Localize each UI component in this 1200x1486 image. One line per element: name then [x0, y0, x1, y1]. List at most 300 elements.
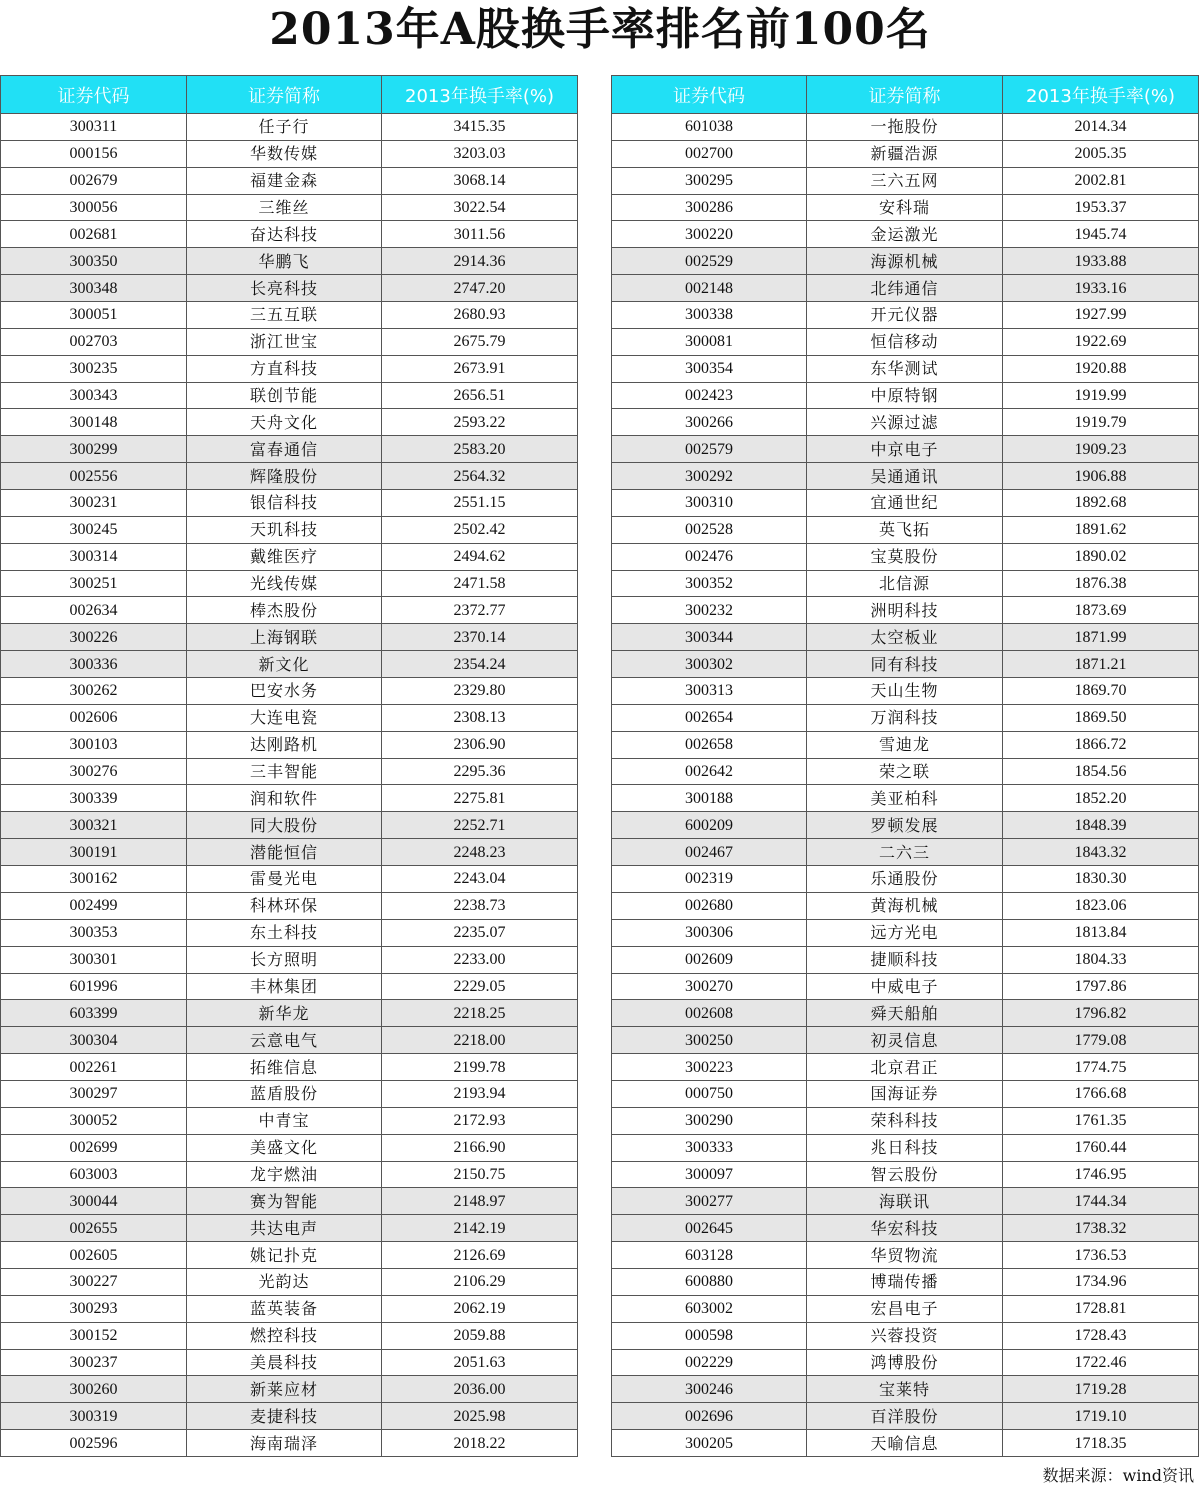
table-row — [1, 678, 578, 705]
turnover-rate-cell: 2233.00 — [382, 946, 578, 973]
turnover-rate-cell: 1871.21 — [1003, 651, 1199, 678]
table-row — [612, 678, 1199, 705]
stock-name-cell: 兴蓉投资 — [807, 1322, 1003, 1349]
table-row — [612, 1134, 1199, 1161]
turnover-rate-cell: 2372.77 — [382, 597, 578, 624]
turnover-rate-cell: 2051.63 — [382, 1349, 578, 1376]
stock-name-cell: 三六五网 — [807, 167, 1003, 194]
table-row — [612, 624, 1199, 651]
stock-name-cell: 中青宝 — [187, 1107, 382, 1134]
stock-name-cell: 美亚柏科 — [807, 785, 1003, 812]
turnover-rate-cell: 1722.46 — [1003, 1349, 1199, 1376]
stock-name-cell: 新华龙 — [187, 1000, 382, 1027]
table-row — [1, 651, 578, 678]
stock-code-cell: 603399 — [1, 1000, 187, 1027]
turnover-rate-cell: 2656.51 — [382, 382, 578, 409]
table-row — [612, 328, 1199, 355]
stock-name-cell: 万润科技 — [807, 704, 1003, 731]
stock-name-cell: 龙宇燃油 — [187, 1161, 382, 1188]
table-row — [1, 543, 578, 570]
table-row — [1, 624, 578, 651]
turnover-rate-cell: 2354.24 — [382, 651, 578, 678]
table-row — [1, 1242, 578, 1269]
table-row — [612, 1161, 1199, 1188]
data-source-note: 数据来源：wind资讯 — [1042, 1466, 1194, 1485]
stock-name-cell: 洲明科技 — [807, 597, 1003, 624]
table-row — [612, 812, 1199, 839]
header-name: 证券简称 — [807, 76, 1003, 114]
stock-code-cell: 300235 — [1, 355, 187, 382]
table-row — [612, 704, 1199, 731]
table-row — [612, 839, 1199, 866]
stock-name-cell: 润和软件 — [187, 785, 382, 812]
stock-name-cell: 长方照明 — [187, 946, 382, 973]
table-row — [612, 866, 1199, 893]
stock-name-cell: 长亮科技 — [187, 275, 382, 302]
stock-code-cell: 300352 — [612, 570, 807, 597]
stock-name-cell: 科林环保 — [187, 892, 382, 919]
stock-code-cell: 002606 — [1, 704, 187, 731]
stock-code-cell: 300152 — [1, 1322, 187, 1349]
turnover-rate-cell: 1736.53 — [1003, 1242, 1199, 1269]
turnover-rate-cell: 1871.99 — [1003, 624, 1199, 651]
table-row — [1, 973, 578, 1000]
stock-code-cell: 300251 — [1, 570, 187, 597]
stock-name-cell: 初灵信息 — [807, 1027, 1003, 1054]
stock-name-cell: 北纬通信 — [807, 275, 1003, 302]
stock-name-cell: 吴通通讯 — [807, 463, 1003, 490]
table-row — [1, 946, 578, 973]
turnover-rate-cell: 1848.39 — [1003, 812, 1199, 839]
stock-name-cell: 华贸物流 — [807, 1242, 1003, 1269]
table-row — [1, 275, 578, 302]
turnover-rate-cell: 1796.82 — [1003, 1000, 1199, 1027]
stock-code-cell: 002476 — [612, 543, 807, 570]
table-row — [1, 812, 578, 839]
stock-name-cell: 天舟文化 — [187, 409, 382, 436]
turnover-rate-cell: 1933.88 — [1003, 248, 1199, 275]
page-title: 2013年A股换手率排名前100名 — [269, 4, 931, 55]
stock-code-cell: 300232 — [612, 597, 807, 624]
turnover-rate-cell: 1774.75 — [1003, 1054, 1199, 1081]
stock-code-cell: 300276 — [1, 758, 187, 785]
table-row — [612, 1242, 1199, 1269]
turnover-rate-cell: 2166.90 — [382, 1134, 578, 1161]
stock-name-cell: 宏昌电子 — [807, 1295, 1003, 1322]
stock-code-cell: 300336 — [1, 651, 187, 678]
stock-name-cell: 赛为智能 — [187, 1188, 382, 1215]
stock-name-cell: 荣之联 — [807, 758, 1003, 785]
turnover-rate-cell: 2002.81 — [1003, 167, 1199, 194]
stock-name-cell: 宝莱特 — [807, 1376, 1003, 1403]
stock-name-cell: 美晨科技 — [187, 1349, 382, 1376]
table-row — [612, 382, 1199, 409]
table-row — [612, 1054, 1199, 1081]
turnover-rate-cell: 1945.74 — [1003, 221, 1199, 248]
turnover-rate-cell: 1922.69 — [1003, 328, 1199, 355]
table-row — [1, 490, 578, 517]
stock-name-cell: 二六三 — [807, 839, 1003, 866]
stock-code-cell: 300231 — [1, 490, 187, 517]
stock-code-cell: 300223 — [612, 1054, 807, 1081]
turnover-rate-cell: 2494.62 — [382, 543, 578, 570]
turnover-rate-cell: 2025.98 — [382, 1403, 578, 1430]
turnover-rate-cell: 1719.28 — [1003, 1376, 1199, 1403]
stock-name-cell: 黄海机械 — [807, 892, 1003, 919]
stock-code-cell: 300321 — [1, 812, 187, 839]
stock-code-cell: 002642 — [612, 758, 807, 785]
turnover-rate-cell: 2062.19 — [382, 1295, 578, 1322]
stock-code-cell: 002645 — [612, 1215, 807, 1242]
stock-name-cell: 银信科技 — [187, 490, 382, 517]
stock-name-cell: 东土科技 — [187, 919, 382, 946]
table-row — [612, 1215, 1199, 1242]
stock-code-cell: 002655 — [1, 1215, 187, 1242]
table-row — [612, 194, 1199, 221]
stock-code-cell: 002634 — [1, 597, 187, 624]
table-row — [1, 704, 578, 731]
stock-code-cell: 300338 — [612, 302, 807, 329]
turnover-rate-cell: 3011.56 — [382, 221, 578, 248]
stock-code-cell: 002423 — [612, 382, 807, 409]
stock-name-cell: 乐通股份 — [807, 866, 1003, 893]
stock-code-cell: 300188 — [612, 785, 807, 812]
stock-name-cell: 新文化 — [187, 651, 382, 678]
stock-code-cell: 603002 — [612, 1295, 807, 1322]
table-row — [1, 1403, 578, 1430]
stock-code-cell: 603003 — [1, 1161, 187, 1188]
turnover-rate-cell: 1919.79 — [1003, 409, 1199, 436]
turnover-rate-cell: 2593.22 — [382, 409, 578, 436]
stock-code-cell: 002699 — [1, 1134, 187, 1161]
table-row — [1, 785, 578, 812]
stock-name-cell: 方直科技 — [187, 355, 382, 382]
stock-name-cell: 辉隆股份 — [187, 463, 382, 490]
turnover-rate-cell: 2005.35 — [1003, 140, 1199, 167]
table-row — [612, 167, 1199, 194]
table-row — [612, 1000, 1199, 1027]
turnover-rate-cell: 2235.07 — [382, 919, 578, 946]
stock-name-cell: 大连电瓷 — [187, 704, 382, 731]
table-row — [612, 1268, 1199, 1295]
turnover-rate-cell: 2675.79 — [382, 328, 578, 355]
turnover-rate-cell: 3068.14 — [382, 167, 578, 194]
stock-code-cell: 300277 — [612, 1188, 807, 1215]
table-row — [612, 248, 1199, 275]
table-row — [1, 1430, 578, 1457]
stock-code-cell: 002658 — [612, 731, 807, 758]
stock-code-cell: 002605 — [1, 1242, 187, 1269]
turnover-rate-cell: 2295.36 — [382, 758, 578, 785]
turnover-rate-cell: 1804.33 — [1003, 946, 1199, 973]
stock-code-cell: 000156 — [1, 140, 187, 167]
stock-code-cell: 300290 — [612, 1107, 807, 1134]
stock-name-cell: 兴源过滤 — [807, 409, 1003, 436]
turnover-rate-cell: 2914.36 — [382, 248, 578, 275]
stock-name-cell: 华数传媒 — [187, 140, 382, 167]
turnover-rate-cell: 1866.72 — [1003, 731, 1199, 758]
stock-code-cell: 002696 — [612, 1403, 807, 1430]
header-code: 证券代码 — [1, 76, 187, 114]
stock-name-cell: 雪迪龙 — [807, 731, 1003, 758]
stock-code-cell: 002681 — [1, 221, 187, 248]
turnover-rate-cell: 1728.81 — [1003, 1295, 1199, 1322]
stock-name-cell: 英飞拓 — [807, 516, 1003, 543]
turnover-rate-cell: 1890.02 — [1003, 543, 1199, 570]
turnover-rate-cell: 1873.69 — [1003, 597, 1199, 624]
table-row — [1, 1027, 578, 1054]
stock-name-cell: 奋达科技 — [187, 221, 382, 248]
table-row — [612, 731, 1199, 758]
table-row — [1, 1215, 578, 1242]
turnover-rate-cell: 1909.23 — [1003, 436, 1199, 463]
stock-name-cell: 智云股份 — [807, 1161, 1003, 1188]
table-row — [612, 114, 1199, 141]
stock-code-cell: 300314 — [1, 543, 187, 570]
turnover-rate-cell: 1718.35 — [1003, 1430, 1199, 1457]
turnover-rate-cell: 2564.32 — [382, 463, 578, 490]
stock-code-cell: 300344 — [612, 624, 807, 651]
turnover-rate-cell: 2106.29 — [382, 1268, 578, 1295]
stock-code-cell: 300348 — [1, 275, 187, 302]
stock-name-cell: 华鹏飞 — [187, 248, 382, 275]
turnover-rate-cell: 1728.43 — [1003, 1322, 1199, 1349]
table-row — [612, 919, 1199, 946]
stock-code-cell: 002261 — [1, 1054, 187, 1081]
stock-code-cell: 300354 — [612, 355, 807, 382]
table-row — [1, 436, 578, 463]
stock-code-cell: 300148 — [1, 409, 187, 436]
table-row — [1, 1188, 578, 1215]
table-row — [612, 302, 1199, 329]
table-row — [612, 651, 1199, 678]
stock-code-cell: 300191 — [1, 839, 187, 866]
turnover-rate-cell: 1920.88 — [1003, 355, 1199, 382]
table-row — [612, 1322, 1199, 1349]
stock-code-cell: 300333 — [612, 1134, 807, 1161]
stock-code-cell: 300266 — [612, 409, 807, 436]
stock-code-cell: 002529 — [612, 248, 807, 275]
stock-name-cell: 百洋股份 — [807, 1403, 1003, 1430]
turnover-rate-cell: 1813.84 — [1003, 919, 1199, 946]
turnover-rate-cell: 1891.62 — [1003, 516, 1199, 543]
stock-code-cell: 600209 — [612, 812, 807, 839]
header-code: 证券代码 — [612, 76, 807, 114]
stock-code-cell: 002556 — [1, 463, 187, 490]
turnover-rate-cell: 2036.00 — [382, 1376, 578, 1403]
stock-code-cell: 300205 — [612, 1430, 807, 1457]
turnover-rate-cell: 2014.34 — [1003, 114, 1199, 141]
stock-code-cell: 300270 — [612, 973, 807, 1000]
turnover-rate-cell: 2252.71 — [382, 812, 578, 839]
turnover-rate-cell: 2238.73 — [382, 892, 578, 919]
stock-code-cell: 300299 — [1, 436, 187, 463]
stock-code-cell: 300260 — [1, 1376, 187, 1403]
stock-code-cell: 002609 — [612, 946, 807, 973]
stock-name-cell: 国海证券 — [807, 1080, 1003, 1107]
table-row — [612, 1080, 1199, 1107]
turnover-rate-cell: 2680.93 — [382, 302, 578, 329]
stock-code-cell: 603128 — [612, 1242, 807, 1269]
stock-code-cell: 300319 — [1, 1403, 187, 1430]
table-row — [1, 1349, 578, 1376]
stock-code-cell: 002608 — [612, 1000, 807, 1027]
table-row — [612, 758, 1199, 785]
turnover-rate-cell: 2148.97 — [382, 1188, 578, 1215]
stock-code-cell: 002148 — [612, 275, 807, 302]
table-row — [1, 1107, 578, 1134]
table-row — [1, 1134, 578, 1161]
turnover-rate-cell: 2059.88 — [382, 1322, 578, 1349]
stock-code-cell: 300227 — [1, 1268, 187, 1295]
stock-name-cell: 华宏科技 — [807, 1215, 1003, 1242]
turnover-rate-cell: 1746.95 — [1003, 1161, 1199, 1188]
stock-code-cell: 300306 — [612, 919, 807, 946]
turnover-rate-cell: 1953.37 — [1003, 194, 1199, 221]
turnover-rate-cell: 3415.35 — [382, 114, 578, 141]
turnover-table-right — [611, 75, 1199, 1457]
stock-name-cell: 北信源 — [807, 570, 1003, 597]
turnover-rate-cell: 1876.38 — [1003, 570, 1199, 597]
turnover-rate-cell: 1830.30 — [1003, 866, 1199, 893]
table-row — [612, 973, 1199, 1000]
table-row — [612, 1430, 1199, 1457]
table-row — [612, 597, 1199, 624]
stock-name-cell: 任子行 — [187, 114, 382, 141]
turnover-rate-cell: 1869.50 — [1003, 704, 1199, 731]
stock-code-cell: 300302 — [612, 651, 807, 678]
table-row — [1, 919, 578, 946]
stock-name-cell: 天山生物 — [807, 678, 1003, 705]
stock-name-cell: 棒杰股份 — [187, 597, 382, 624]
table-row — [1, 731, 578, 758]
stock-name-cell: 博瑞传播 — [807, 1268, 1003, 1295]
stock-code-cell: 300311 — [1, 114, 187, 141]
stock-code-cell: 002579 — [612, 436, 807, 463]
stock-code-cell: 300044 — [1, 1188, 187, 1215]
turnover-rate-cell: 2218.00 — [382, 1027, 578, 1054]
stock-code-cell: 300081 — [612, 328, 807, 355]
turnover-rate-cell: 1760.44 — [1003, 1134, 1199, 1161]
turnover-rate-cell: 2306.90 — [382, 731, 578, 758]
table-row — [1, 1054, 578, 1081]
table-row — [1, 140, 578, 167]
turnover-rate-cell: 1738.32 — [1003, 1215, 1199, 1242]
stock-code-cell: 601038 — [612, 114, 807, 141]
stock-code-cell: 300246 — [612, 1376, 807, 1403]
stock-name-cell: 福建金森 — [187, 167, 382, 194]
stock-code-cell: 300103 — [1, 731, 187, 758]
stock-name-cell: 宝莫股份 — [807, 543, 1003, 570]
stock-name-cell: 姚记扑克 — [187, 1242, 382, 1269]
turnover-rate-cell: 2199.78 — [382, 1054, 578, 1081]
stock-name-cell: 开元仪器 — [807, 302, 1003, 329]
stock-name-cell: 达刚路机 — [187, 731, 382, 758]
stock-name-cell: 蓝英装备 — [187, 1295, 382, 1322]
turnover-rate-cell: 2126.69 — [382, 1242, 578, 1269]
turnover-rate-cell: 3022.54 — [382, 194, 578, 221]
table-row — [1, 839, 578, 866]
stock-code-cell: 300097 — [612, 1161, 807, 1188]
stock-name-cell: 捷顺科技 — [807, 946, 1003, 973]
table-row — [1, 382, 578, 409]
table-row — [1, 1295, 578, 1322]
table-row — [1, 892, 578, 919]
stock-name-cell: 共达电声 — [187, 1215, 382, 1242]
stock-code-cell: 002680 — [612, 892, 807, 919]
turnover-rate-cell: 1906.88 — [1003, 463, 1199, 490]
turnover-rate-cell: 1719.10 — [1003, 1403, 1199, 1430]
table-row — [1, 1376, 578, 1403]
table-row — [612, 946, 1199, 973]
stock-name-cell: 联创节能 — [187, 382, 382, 409]
turnover-rate-cell: 2218.25 — [382, 1000, 578, 1027]
stock-name-cell: 浙江世宝 — [187, 328, 382, 355]
stock-name-cell: 太空板业 — [807, 624, 1003, 651]
turnover-rate-cell: 1843.32 — [1003, 839, 1199, 866]
stock-code-cell: 000750 — [612, 1080, 807, 1107]
table-row — [1, 758, 578, 785]
turnover-rate-cell: 3203.03 — [382, 140, 578, 167]
stock-name-cell: 雷曼光电 — [187, 866, 382, 893]
table-row — [612, 1295, 1199, 1322]
turnover-rate-cell: 1919.99 — [1003, 382, 1199, 409]
turnover-rate-cell: 2150.75 — [382, 1161, 578, 1188]
stock-name-cell: 鸿博股份 — [807, 1349, 1003, 1376]
turnover-rate-cell: 1852.20 — [1003, 785, 1199, 812]
stock-code-cell: 002528 — [612, 516, 807, 543]
stock-name-cell: 北京君正 — [807, 1054, 1003, 1081]
stock-name-cell: 中原特钢 — [807, 382, 1003, 409]
table-row — [612, 785, 1199, 812]
turnover-rate-cell: 2172.93 — [382, 1107, 578, 1134]
stock-code-cell: 300162 — [1, 866, 187, 893]
turnover-rate-cell: 2229.05 — [382, 973, 578, 1000]
stock-code-cell: 002229 — [612, 1349, 807, 1376]
stock-name-cell: 富春通信 — [187, 436, 382, 463]
stock-code-cell: 300313 — [612, 678, 807, 705]
table-row — [612, 516, 1199, 543]
stock-name-cell: 潜能恒信 — [187, 839, 382, 866]
stock-code-cell: 300295 — [612, 167, 807, 194]
turnover-rate-cell: 1761.35 — [1003, 1107, 1199, 1134]
stock-name-cell: 三丰智能 — [187, 758, 382, 785]
table-row — [1, 516, 578, 543]
stock-name-cell: 宜通世纪 — [807, 490, 1003, 517]
stock-name-cell: 海南瑞泽 — [187, 1430, 382, 1457]
table-row — [1, 1268, 578, 1295]
stock-code-cell: 600880 — [612, 1268, 807, 1295]
stock-name-cell: 海联讯 — [807, 1188, 1003, 1215]
stock-name-cell: 海源机械 — [807, 248, 1003, 275]
stock-name-cell: 金运激光 — [807, 221, 1003, 248]
stock-name-cell: 舜天船舶 — [807, 1000, 1003, 1027]
turnover-rate-cell: 2308.13 — [382, 704, 578, 731]
stock-code-cell: 300293 — [1, 1295, 187, 1322]
table-header-row — [1, 76, 578, 114]
table-row — [1, 409, 578, 436]
table-row — [612, 221, 1199, 248]
turnover-rate-cell: 2370.14 — [382, 624, 578, 651]
table-row — [612, 463, 1199, 490]
turnover-rate-cell: 2329.80 — [382, 678, 578, 705]
table-row — [1, 1080, 578, 1107]
turnover-rate-cell: 2193.94 — [382, 1080, 578, 1107]
stock-name-cell: 安科瑞 — [807, 194, 1003, 221]
stock-name-cell: 蓝盾股份 — [187, 1080, 382, 1107]
turnover-rate-cell: 1854.56 — [1003, 758, 1199, 785]
turnover-rate-cell: 2673.91 — [382, 355, 578, 382]
